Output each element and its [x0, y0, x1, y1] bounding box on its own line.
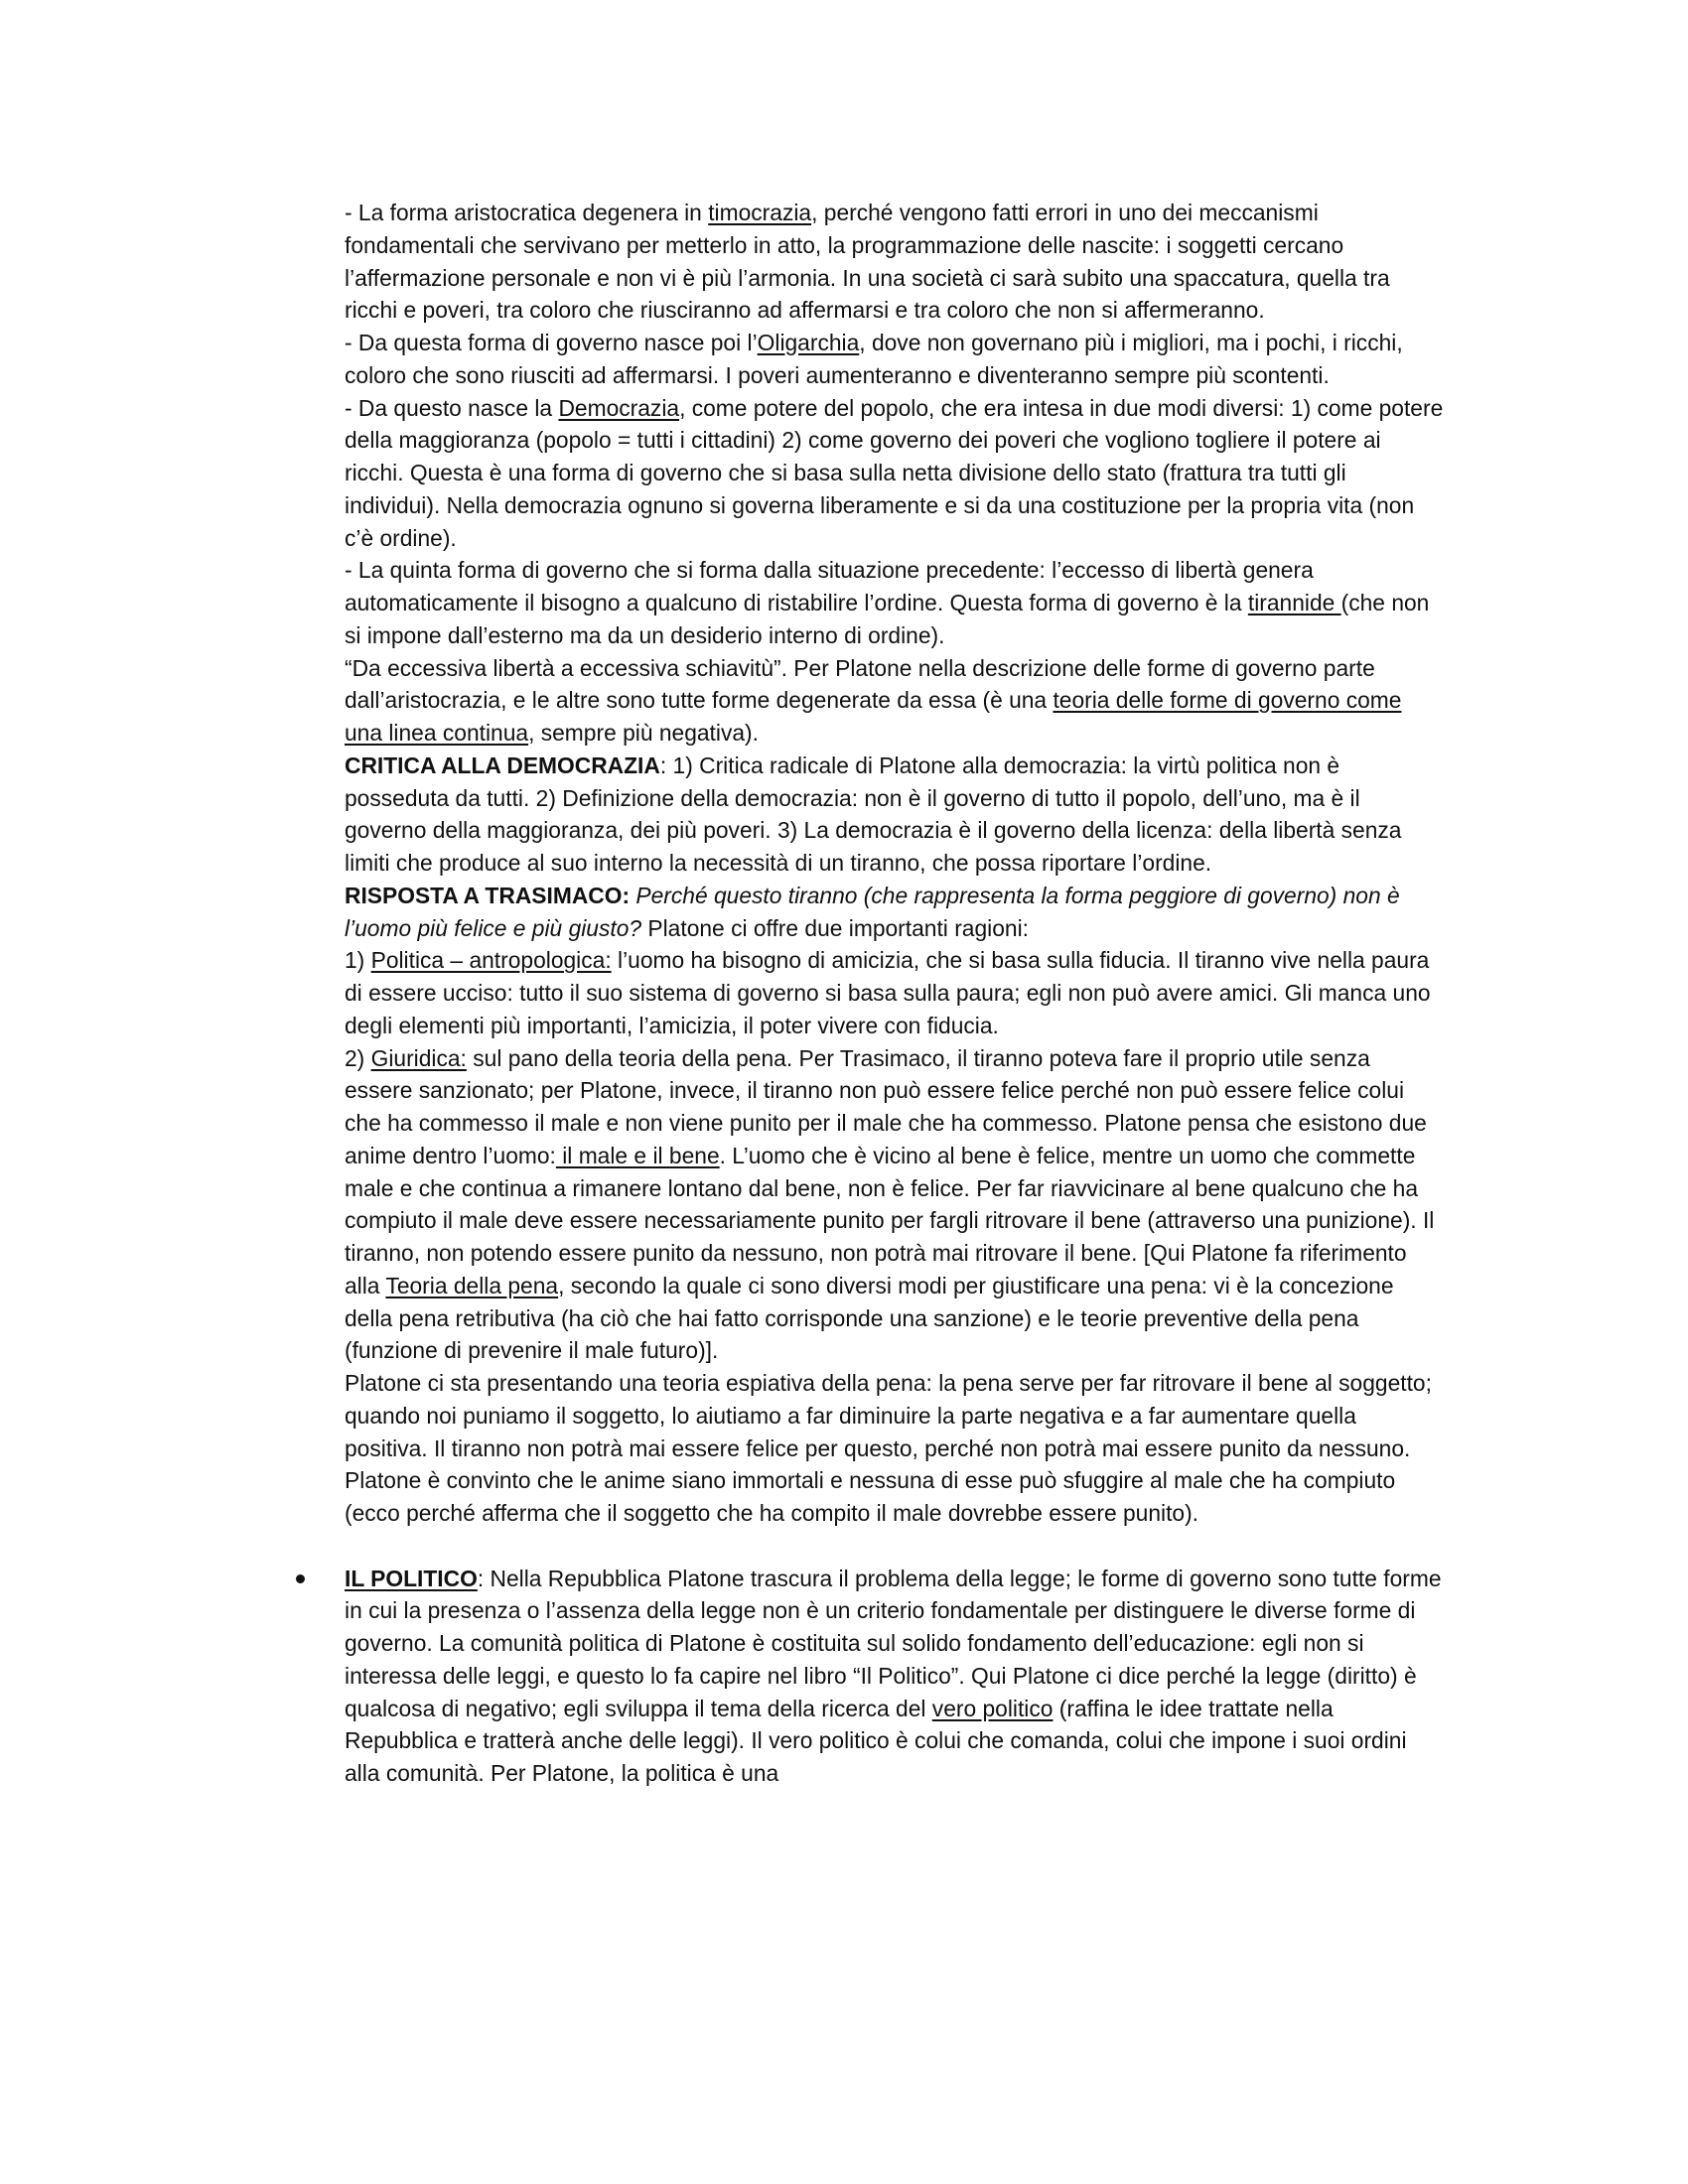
paragraph-giuridica: [345, 1042, 1444, 1368]
paragraph-democrazia: [345, 392, 1444, 555]
term-timocrazia: timocrazia: [708, 200, 812, 225]
text-run: . L’uomo che è vicino al bene è felice, mentre un uomo che commette male e che continua a rimanere lontano dal bene, non è felice. Per far riavvicinare al bene qualcuno che ha compiuto il male deve essere necessariamente punito per fargli ritrovare il bene (attraverso una punizione). Il tiranno, non potendo essere punito da nessuno, non potrà mai ritrovare il bene. [Qui Platone fa riferimento alla: [345, 1142, 1435, 1298]
text-run: “Da eccessiva libertà a eccessiva schiavitù”. Per Platone nella descrizione delle forme di governo parte dall’aristocrazia, e le altre sono tutte forme degenerate da essa (è una: [345, 654, 1375, 714]
text-run: Platone ci sta presentando una teoria espiativa della pena: la pena serve per far ritrovare il bene al soggetto; quando noi puniamo il soggetto, lo aiutiamo a far diminuire la parte negativa e a far aumentare quella positiva. Il tiranno non potrà mai essere felice per questo, perché non potrà mai essere punito da nessuno. Platone è convinto che le anime siano immortali e nessuna di esse può sfuggire al male che ha compiuto (ecco perché afferma che il soggetto che ha compito il male dovrebbe essere punito).: [345, 1370, 1432, 1526]
text-run: Platone ci offre due importanti ragioni:: [641, 914, 1029, 941]
heading-il-politico: IL POLITICO: [345, 1565, 478, 1591]
document-body: [345, 197, 1444, 1790]
text-run: , dove non governano più i migliori, ma i pochi, i ricchi, coloro che sono riusciti ad affermarsi. I poveri aumenteranno e diventeranno sempre più scontenti.: [345, 330, 1403, 388]
term-politica-antropologica: Politica – antropologica:: [370, 947, 612, 974]
term-linea-continua: teoria delle forme di governo come una linea continua: [345, 687, 1402, 746]
term-male-bene: il male e il bene: [555, 1142, 720, 1168]
text-run: 2): [345, 1044, 371, 1071]
text-run: , come potere del popolo, che era intesa in due modi diversi: 1) come potere della maggioranza (popolo = tutti i cittadini) 2) come governo dei poveri che vogliono togliere il potere ai ricchi. Questa è una forma di governo che si basa sulla netta divisione dello stato (frattura tra tutti gli individui). Nella democrazia ognuno si governa liberamente e si da una costituzione per la propria vita (non c’è ordine).: [345, 394, 1444, 551]
paragraph-critica-democrazia: [345, 750, 1444, 880]
text-run: , secondo la quale ci sono diversi modi per giustificare una pena: vi è la concezione della pena retributiva (ha ciò che hai fatto corrisponde una sanzione) e le teorie preventive della pena (funzione di prevenire il male futuro)].: [345, 1272, 1394, 1364]
text-run: sul pano della teoria della pena. Per Trasimaco, il tiranno poteva fare il proprio utile senza essere sanzionato; per Platone, invece, il tiranno non può essere felice perché non può essere felice colui che ha commesso il male e non viene punito per il male che ha commesso. Platone pensa che esistono due anime dentro l’uomo:: [345, 1044, 1427, 1168]
paragraph-tirannide: [345, 554, 1444, 651]
paragraph-linea-continua: [345, 652, 1444, 750]
paragraph-oligarchia: [345, 327, 1444, 392]
text-run: (che non si impone dall’esterno ma da un desiderio interno di ordine).: [345, 590, 1430, 648]
text-run: - Da questo nasce la: [345, 394, 559, 421]
paragraph-risposta-trasimaco: [345, 880, 1444, 945]
text-run: (raffina le idee trattate nella Repubblica e tratterà anche delle leggi). Il vero politico è colui che comanda, colui che impone i suoi ordini alla comunità. Per Platone, la politica è una: [345, 1695, 1407, 1786]
text-run: , sempre più negativa).: [528, 720, 759, 746]
paragraph-timocrazia: [345, 197, 1444, 327]
term-democrazia: Democrazia: [558, 394, 680, 421]
bullet-item-il-politico: [345, 1563, 1444, 1790]
paragraph-politica-antropologica: [345, 944, 1444, 1041]
text-run: - Da questa forma di governo nasce poi l’: [345, 330, 758, 355]
paragraph-teoria-espiativa: [345, 1367, 1444, 1530]
heading-critica-democrazia: CRITICA ALLA DEMOCRAZIA: [345, 751, 660, 778]
text-run: : 1) Critica radicale di Platone alla democrazia: la virtù politica non è posseduta da tutti. 2) Definizione della democrazia: non è il governo di tutto il popolo, dell’uno, ma è il governo della maggioranza, dei più poveri. 3) La democrazia è il governo della licenza: della libertà senza limiti che produce al suo interno la necessità di un tiranno, che possa riportare l’ordine.: [345, 751, 1402, 876]
paragraph-il-politico: [345, 1563, 1444, 1790]
text-run: - La quinta forma di governo che si forma dalla situazione precedente: l’eccesso di libertà genera automaticamente il bisogno a qualcuno di ristabilire l’ordine. Questa forma di governo è la: [345, 557, 1314, 615]
text-run: , perché vengono fatti errori in uno dei meccanismi fondamentali che servivano per metterlo in atto, la programmazione delle nascite: i soggetti cercano l’affermazione personale e non vi è più l’armonia. In una società ci sarà subito una spaccatura, quella tra ricchi e poveri, tra coloro che riusciranno ad affermarsi e tra coloro che non si affermeranno.: [345, 200, 1390, 324]
text-run: : Nella Repubblica Platone trascura il problema della legge; le forme di governo sono tutte forme in cui la presenza o l’assenza della legge non è un criterio fondamentale per distinguere le diverse forme di governo. La comunità politica di Platone è costituita sul solido fondamento dell’educazione: egli non si interessa delle leggi, e questo lo fa capire nel libro “Il Politico”. Qui Platone ci dice perché la legge (diritto) è qualcosa di negativo; egli sviluppa il tema della ricerca del: [345, 1565, 1442, 1721]
term-tirannide: tirannide: [1247, 590, 1341, 615]
text-run: 1): [345, 947, 371, 974]
term-giuridica: Giuridica:: [370, 1044, 467, 1071]
blank-line: [345, 1530, 1444, 1563]
text-run: l’uomo ha bisogno di amicizia, che si basa sulla fiducia. Il tiranno vive nella paura di essere ucciso: tutto il suo sistema di governo si basa sulla paura; egli non può avere amici. Gli manca uno degli elementi più importanti, l’amicizia, il poter vivere con fiducia.: [345, 947, 1431, 1038]
heading-risposta-trasimaco: RISPOSTA A TRASIMACO:: [345, 882, 631, 908]
question-italic: Perché questo tiranno (che rappresenta la forma peggiore di governo) non è l’uomo più felice e più giusto?: [345, 882, 1400, 941]
term-oligarchia: Oligarchia: [757, 330, 860, 355]
bullet-icon: [296, 1574, 305, 1583]
text-run: - La forma aristocratica degenera in: [345, 200, 709, 225]
term-teoria-della-pena: Teoria della pena: [385, 1272, 559, 1298]
term-vero-politico: vero politico: [931, 1695, 1054, 1721]
